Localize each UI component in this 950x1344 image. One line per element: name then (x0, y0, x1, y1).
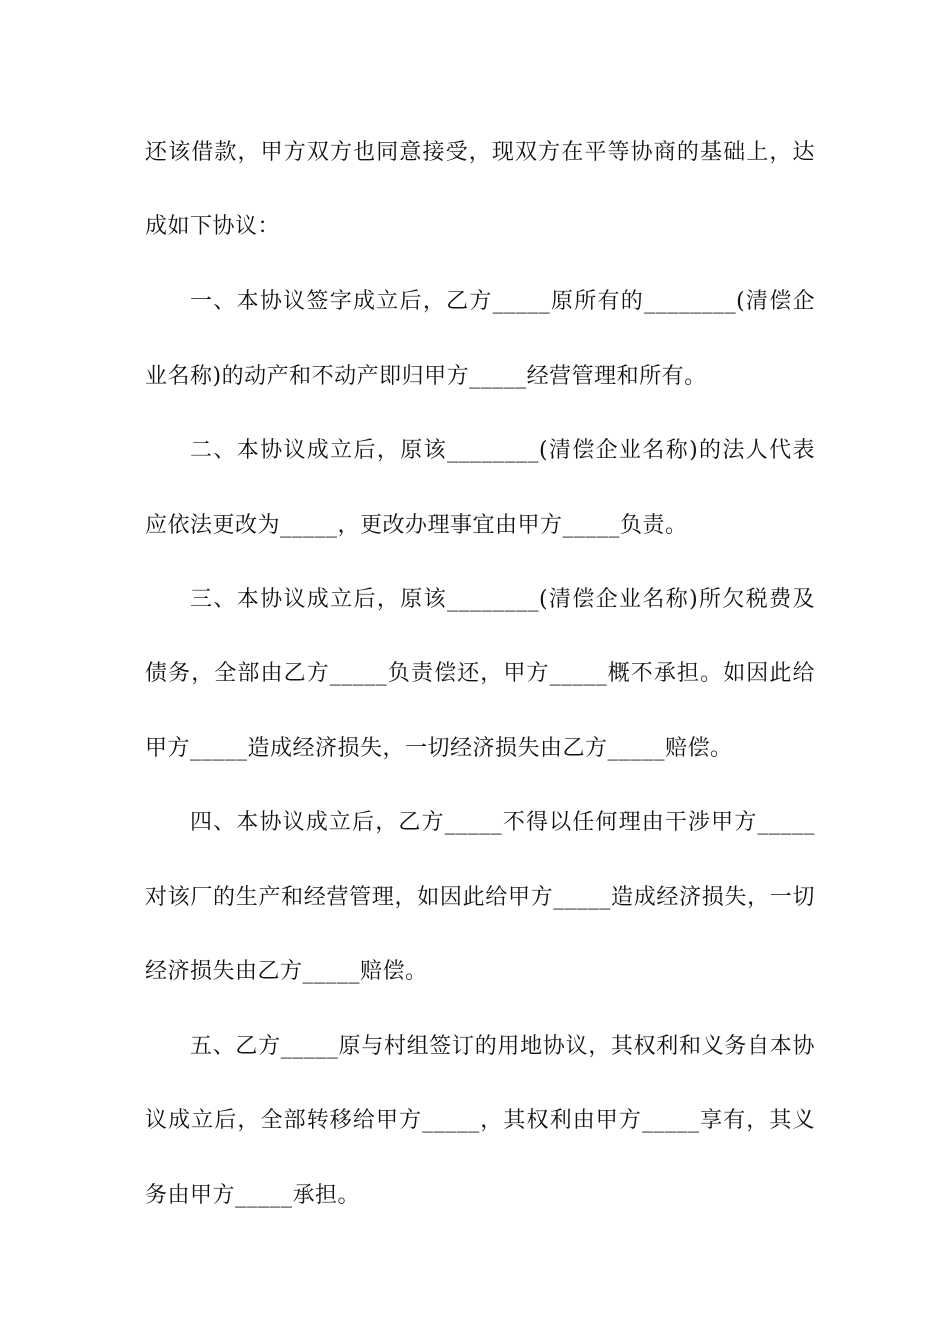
clause-3-line-3: 甲方_____造成经济损失，一切经济损失由乙方_____赔偿。 (145, 736, 733, 761)
clause-5-line-1: 五、乙方_____原与村组签订的用地协议，其权利和义务自本协 (190, 1034, 815, 1059)
clause-4-line-2: 对该厂的生产和经营管理，如因此给甲方_____造成经济损失，一切 (145, 885, 815, 910)
clause-3-line-1: 三、本协议成立后，原该________(清偿企业名称)所欠税费及 (190, 587, 815, 612)
clause-2-line-2: 应依法更改为_____，更改办理事宜由甲方_____负责。 (145, 513, 688, 538)
clause-1-line-1: 一、本协议签字成立后，乙方_____原所有的________(清偿企 (190, 289, 815, 314)
text-line: 还该借款，甲方双方也同意接受，现双方在平等协商的基础上，达 (145, 140, 815, 165)
text-line: 成如下协议： (145, 214, 281, 239)
clause-5-line-3: 务由甲方_____承担。 (145, 1183, 361, 1208)
clause-4-line-3: 经济损失由乙方_____赔偿。 (145, 959, 428, 984)
clause-5-line-2: 议成立后，全部转移给甲方_____，其权利由甲方_____享有，其义 (145, 1108, 815, 1133)
clause-4-line-1: 四、本协议成立后，乙方_____不得以任何理由干涉甲方_____ (190, 810, 815, 835)
clause-2-line-1: 二、本协议成立后，原该________(清偿企业名称)的法人代表 (190, 438, 815, 463)
clause-3-line-2: 债务，全部由乙方_____负责偿还，甲方_____概不承担。如因此给 (145, 661, 815, 686)
clause-1-line-2: 业名称)的动产和不动产即归甲方_____经营管理和所有。 (145, 364, 707, 389)
